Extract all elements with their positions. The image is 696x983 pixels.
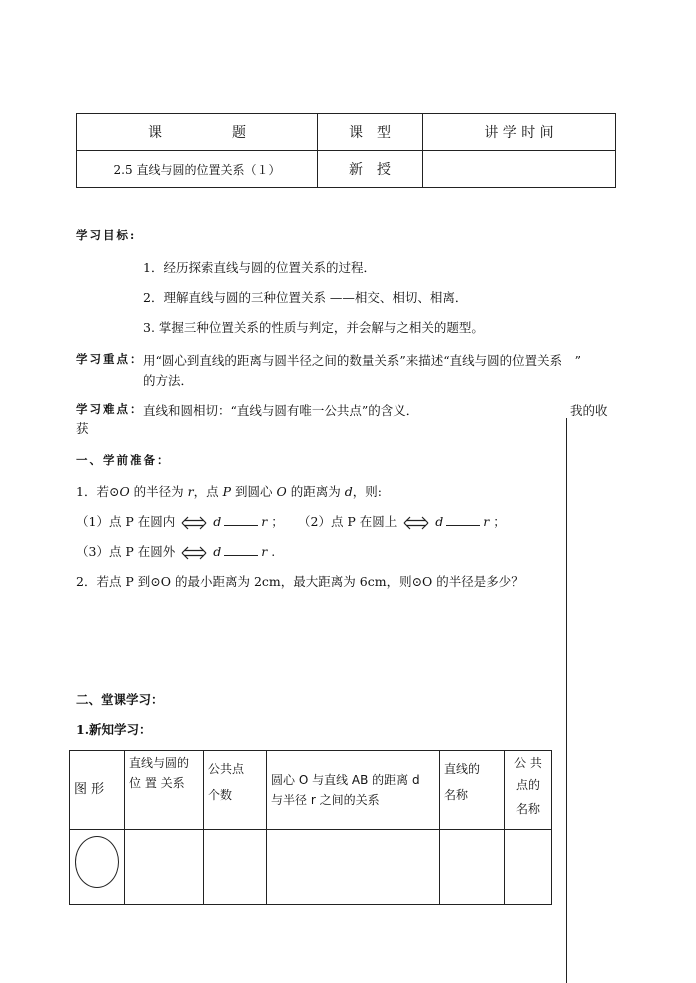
case3-d: d <box>213 544 222 559</box>
classroom-heading: 二、堂课学习： <box>76 692 164 707</box>
distance-relation-cell <box>267 830 440 905</box>
case2-d: d <box>435 514 444 529</box>
q1-mid3: 到圆心 <box>231 484 277 499</box>
col-line-name-line2: 名称 <box>444 788 469 802</box>
objective-1: 1．经历探索直线与圆的位置关系的过程． <box>143 260 376 275</box>
case-inside-label: （1）点 P 在圆内 <box>76 514 176 529</box>
case3-r: r <box>261 544 268 559</box>
col-point-name <box>505 751 552 830</box>
relation-cell <box>125 830 204 905</box>
case-row-1 <box>76 512 284 530</box>
col-point-name-line3: 名称 <box>515 802 540 816</box>
case-outside-label: （3）点 P 在圆外 <box>76 544 176 559</box>
col-point-name-line2: 点的 <box>515 778 540 792</box>
lesson-time <box>423 151 616 188</box>
prep-heading: 一、学前准备： <box>76 453 171 467</box>
header-topic: 课 题 <box>77 114 318 151</box>
col-line-name-line1: 直线的 <box>444 762 481 776</box>
figure-cell <box>70 830 125 905</box>
double-arrow-icon <box>181 546 207 560</box>
double-arrow-icon <box>403 516 429 530</box>
q1-mid4: 的距离为 <box>286 484 345 499</box>
case1-blank <box>224 515 258 526</box>
q1-o2: O <box>276 484 287 499</box>
header-type: 课 型 <box>318 114 423 151</box>
key-point-line2: 的方法． <box>143 373 194 388</box>
case2-r: r <box>483 514 490 529</box>
case1-r: r <box>261 514 268 529</box>
col-common-points-line2: 个数 <box>208 788 233 802</box>
margin-divider <box>566 418 567 983</box>
case3-blank <box>224 545 258 556</box>
col-distance-relation: 圆心 O 与直线 AB 的距离 d 与半径 r 之间的关系 <box>267 751 440 830</box>
col-point-name-line1: 公 共 <box>514 756 542 770</box>
col-relation: 直线与圆的 位 置 关系 <box>125 751 204 830</box>
col-common-points <box>204 751 267 830</box>
prep-question-2: 2．若点 P 到⊙O 的最小距离为 2cm，最大距离为 6cm，则⊙O 的半径是多少？ <box>76 574 524 589</box>
lesson-type: 新 授 <box>318 151 423 188</box>
case2-blank <box>446 515 480 526</box>
q1-mid1: 的半径为 <box>129 484 188 499</box>
margin-note-2: 获 <box>76 421 89 436</box>
key-point-label: 学习重点： <box>76 352 144 366</box>
case-on-label: （2）点 P 在圆上 <box>298 514 398 529</box>
case1-d: d <box>213 514 222 529</box>
col-common-points-line1: 公共点 <box>208 762 245 776</box>
q1-p: P <box>222 484 232 499</box>
position-relation-table <box>69 750 552 905</box>
q1-o: O <box>119 484 130 499</box>
case-row-3 <box>76 542 275 560</box>
prep-question-1 <box>76 482 382 500</box>
circle-figure <box>75 836 119 888</box>
header-time: 讲 学 时 间 <box>423 114 616 151</box>
line-name-cell <box>440 830 505 905</box>
q1-prefix: 1．若⊙ <box>76 484 120 499</box>
lesson-subject: 2.5 直线与圆的位置关系（１） <box>77 151 318 188</box>
case-row-2 <box>298 512 506 530</box>
q1-mid2: ，点 <box>193 484 223 499</box>
q1-end: ，则: <box>352 484 382 499</box>
case1-sep: ； <box>271 514 284 529</box>
col-line-name <box>440 751 505 830</box>
objectives-label: 学习目标: <box>76 228 137 242</box>
case2-sep: ； <box>493 514 506 529</box>
new-knowledge-heading: 1.新知学习： <box>76 722 152 737</box>
case3-end: . <box>271 544 276 559</box>
col-figure: 图 形 <box>70 751 125 830</box>
margin-note-1: 我的收 <box>570 403 608 418</box>
point-name-cell <box>505 830 552 905</box>
q1-d: d <box>344 484 353 499</box>
double-arrow-icon <box>181 516 207 530</box>
difficulty-label: 学习难点： <box>76 402 144 416</box>
q1-r: r <box>187 484 194 499</box>
difficulty-text: 直线和圆相切：“直线与圆有唯一公共点”的含义． <box>143 403 419 418</box>
key-point-line1: 用“圆心到直线的距离与圆半径之间的数量关系”来描述“直线与圆的位置关系 ” <box>143 353 582 368</box>
common-points-cell <box>204 830 267 905</box>
objective-2: 2．理解直线与圆的三种位置关系 ——相交、相切、相离． <box>143 290 468 305</box>
lesson-header-table <box>76 113 616 188</box>
objective-3: 3. 掌握三种位置关系的性质与判定，并会解与之相关的题型。 <box>143 320 484 335</box>
